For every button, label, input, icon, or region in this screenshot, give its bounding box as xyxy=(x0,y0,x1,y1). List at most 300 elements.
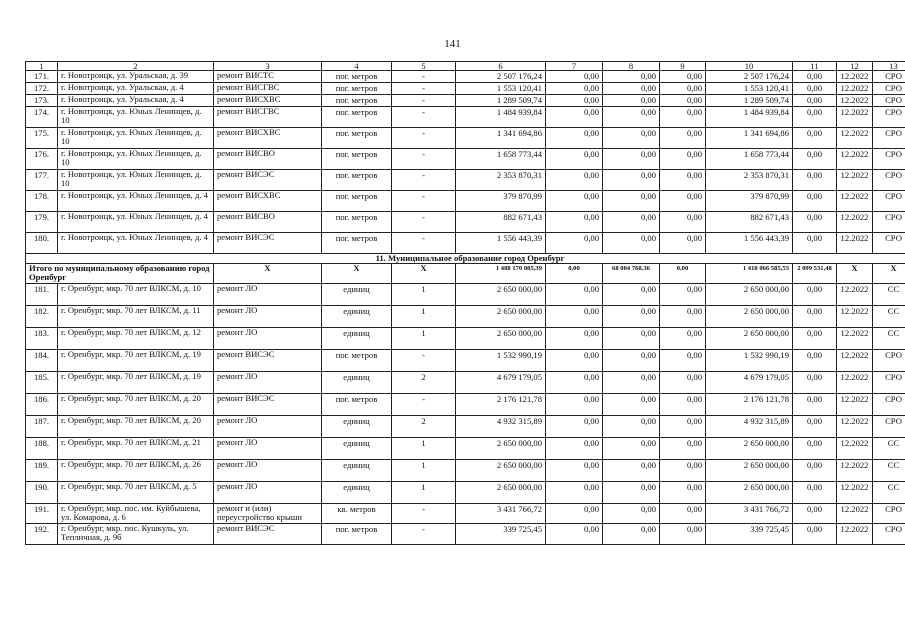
address: г. Оренбург, мкр. 70 лет ВЛКСМ, д. 19 xyxy=(58,350,214,372)
quantity: 1 xyxy=(392,306,456,328)
quantity: - xyxy=(392,95,456,107)
quantity: 1 xyxy=(392,438,456,460)
deadline: 12.2022 xyxy=(837,170,873,191)
col11-value: 0,00 xyxy=(793,350,837,372)
total-cost: 2 650 000,00 xyxy=(456,328,546,350)
quantity: - xyxy=(392,212,456,233)
col11-value: 0,00 xyxy=(793,95,837,107)
total-col10: 1 418 066 585,55 xyxy=(706,264,793,284)
col10-value: 4 679 179,05 xyxy=(706,372,793,394)
row-number: 190. xyxy=(26,482,58,504)
table-row xyxy=(26,83,905,95)
total-cost: 882 671,43 xyxy=(456,212,546,233)
row-number: 177. xyxy=(26,170,58,191)
total-cost: 1 532 990,19 xyxy=(456,350,546,372)
col8-value: 0,00 xyxy=(603,416,660,438)
col11-value: 0,00 xyxy=(793,128,837,149)
work-type: ремонт ВИСГВС xyxy=(214,107,322,128)
quantity: 2 xyxy=(392,416,456,438)
deadline: 12.2022 xyxy=(837,372,873,394)
quantity: - xyxy=(392,128,456,149)
col8-value: 0,00 xyxy=(603,212,660,233)
col8-value: 0,00 xyxy=(603,482,660,504)
col10-value: 339 725,45 xyxy=(706,523,793,544)
col10-value: 2 507 176,24 xyxy=(706,71,793,83)
col10-value: 2 353 870,31 xyxy=(706,170,793,191)
col11-value: 0,00 xyxy=(793,284,837,306)
col7-value: 0,00 xyxy=(546,460,603,482)
work-type: ремонт ЛО xyxy=(214,284,322,306)
col7-value: 0,00 xyxy=(546,284,603,306)
quantity: - xyxy=(392,107,456,128)
repair-program-table xyxy=(25,61,905,545)
table-body xyxy=(26,62,905,545)
table-row xyxy=(26,328,905,350)
column-number-row xyxy=(26,62,905,71)
total-cost: 2 650 000,00 xyxy=(456,438,546,460)
address: г. Оренбург, мкр. 70 лет ВЛКСМ, д. 12 xyxy=(58,328,214,350)
unit: единиц xyxy=(322,372,392,394)
deadline: 12.2022 xyxy=(837,107,873,128)
col8-value: 0,00 xyxy=(603,460,660,482)
work-type: ремонт ВИСВО xyxy=(214,149,322,170)
column-number-5: 5 xyxy=(392,62,456,71)
col8-value: 0,00 xyxy=(603,95,660,107)
quantity: - xyxy=(392,149,456,170)
unit: единиц xyxy=(322,328,392,350)
col10-value: 2 650 000,00 xyxy=(706,306,793,328)
table-row xyxy=(26,149,905,170)
work-type: ремонт ВИСЭС xyxy=(214,394,322,416)
address: г. Новотроицк, ул. Юных Ленинцев, д. 10 xyxy=(58,149,214,170)
method: СРО xyxy=(873,95,905,107)
col8-value: 0,00 xyxy=(603,170,660,191)
deadline: 12.2022 xyxy=(837,233,873,254)
work-type: ремонт ВИСГВС xyxy=(214,83,322,95)
total-col13: Х xyxy=(873,264,905,284)
col9-value: 0,00 xyxy=(660,191,706,212)
total-cost: 379 870,99 xyxy=(456,191,546,212)
work-type: ремонт ЛО xyxy=(214,460,322,482)
deadline: 12.2022 xyxy=(837,504,873,524)
address: г. Новотроицк, ул. Юных Ленинцев, д. 10 xyxy=(58,107,214,128)
col11-value: 0,00 xyxy=(793,504,837,524)
total-col12: Х xyxy=(837,264,873,284)
col7-value: 0,00 xyxy=(546,482,603,504)
col10-value: 379 870,99 xyxy=(706,191,793,212)
col11-value: 0,00 xyxy=(793,233,837,254)
col7-value: 0,00 xyxy=(546,71,603,83)
total-cost: 3 431 766,72 xyxy=(456,504,546,524)
quantity: - xyxy=(392,191,456,212)
col11-value: 0,00 xyxy=(793,394,837,416)
table-row xyxy=(26,482,905,504)
column-number-2: 2 xyxy=(58,62,214,71)
address: г. Новотроицк, ул. Юных Ленинцев, д. 10 xyxy=(58,170,214,191)
method: СРО xyxy=(873,350,905,372)
deadline: 12.2022 xyxy=(837,212,873,233)
unit: пог. метров xyxy=(322,71,392,83)
quantity: - xyxy=(392,523,456,544)
work-type: ремонт и (или) переустройство крыши xyxy=(214,504,322,524)
col9-value: 0,00 xyxy=(660,71,706,83)
total-cost: 4 679 179,05 xyxy=(456,372,546,394)
column-number-11: 11 xyxy=(793,62,837,71)
col9-value: 0,00 xyxy=(660,212,706,233)
table-row xyxy=(26,350,905,372)
table-row xyxy=(26,306,905,328)
col7-value: 0,00 xyxy=(546,95,603,107)
column-number-12: 12 xyxy=(837,62,873,71)
table-row xyxy=(26,416,905,438)
unit: единиц xyxy=(322,438,392,460)
work-type: ремонт ЛО xyxy=(214,328,322,350)
row-number: 173. xyxy=(26,95,58,107)
unit: пог. метров xyxy=(322,350,392,372)
col10-value: 882 671,43 xyxy=(706,212,793,233)
row-number: 179. xyxy=(26,212,58,233)
unit: пог. метров xyxy=(322,394,392,416)
col11-value: 0,00 xyxy=(793,523,837,544)
method: СРО xyxy=(873,394,905,416)
total-cost: 2 176 121,78 xyxy=(456,394,546,416)
method: СРО xyxy=(873,149,905,170)
unit: единиц xyxy=(322,460,392,482)
row-number: 175. xyxy=(26,128,58,149)
address: г. Новотроицк, ул. Юных Ленинцев, д. 10 xyxy=(58,128,214,149)
col10-value: 1 658 773,44 xyxy=(706,149,793,170)
table-row xyxy=(26,233,905,254)
total-col4: Х xyxy=(322,264,392,284)
column-number-6: 6 xyxy=(456,62,546,71)
col8-value: 0,00 xyxy=(603,233,660,254)
col9-value: 0,00 xyxy=(660,416,706,438)
col10-value: 2 650 000,00 xyxy=(706,438,793,460)
col9-value: 0,00 xyxy=(660,95,706,107)
table-row xyxy=(26,95,905,107)
col7-value: 0,00 xyxy=(546,372,603,394)
col9-value: 0,00 xyxy=(660,504,706,524)
column-number-13: 13 xyxy=(873,62,905,71)
col10-value: 1 341 694,86 xyxy=(706,128,793,149)
quantity: 1 xyxy=(392,328,456,350)
column-number-7: 7 xyxy=(546,62,603,71)
row-number: 183. xyxy=(26,328,58,350)
table-row xyxy=(26,170,905,191)
work-type: ремонт ЛО xyxy=(214,482,322,504)
address: г. Новотроицк, ул. Уральская, д. 4 xyxy=(58,95,214,107)
total-cost: 1 289 509,74 xyxy=(456,95,546,107)
table-row xyxy=(26,504,905,524)
col10-value: 1 556 443,39 xyxy=(706,233,793,254)
address: г. Новотроицк, ул. Юных Ленинцев, д. 4 xyxy=(58,233,214,254)
deadline: 12.2022 xyxy=(837,284,873,306)
column-number-9: 9 xyxy=(660,62,706,71)
col8-value: 0,00 xyxy=(603,149,660,170)
total-cost: 2 650 000,00 xyxy=(456,482,546,504)
col9-value: 0,00 xyxy=(660,523,706,544)
col10-value: 1 289 509,74 xyxy=(706,95,793,107)
deadline: 12.2022 xyxy=(837,149,873,170)
deadline: 12.2022 xyxy=(837,438,873,460)
work-type: ремонт ЛО xyxy=(214,416,322,438)
address: г. Новотроицк, ул. Уральская, д. 39 xyxy=(58,71,214,83)
method: СРО xyxy=(873,128,905,149)
total-cost: 1 484 939,84 xyxy=(456,107,546,128)
total-cost: 2 650 000,00 xyxy=(456,284,546,306)
method: СРО xyxy=(873,372,905,394)
col11-value: 0,00 xyxy=(793,149,837,170)
quantity: - xyxy=(392,71,456,83)
unit: пог. метров xyxy=(322,83,392,95)
deadline: 12.2022 xyxy=(837,83,873,95)
work-type: ремонт ЛО xyxy=(214,306,322,328)
unit: единиц xyxy=(322,416,392,438)
col7-value: 0,00 xyxy=(546,350,603,372)
table-row xyxy=(26,394,905,416)
col8-value: 0,00 xyxy=(603,350,660,372)
table-row xyxy=(26,438,905,460)
municipal-total-row xyxy=(26,264,905,284)
col9-value: 0,00 xyxy=(660,149,706,170)
unit: пог. метров xyxy=(322,191,392,212)
col7-value: 0,00 xyxy=(546,394,603,416)
table-row xyxy=(26,71,905,83)
col10-value: 4 932 315,89 xyxy=(706,416,793,438)
quantity: 1 xyxy=(392,460,456,482)
method: СРО xyxy=(873,107,905,128)
column-number-8: 8 xyxy=(603,62,660,71)
col7-value: 0,00 xyxy=(546,128,603,149)
col10-value: 2 650 000,00 xyxy=(706,284,793,306)
row-number: 172. xyxy=(26,83,58,95)
method: СРО xyxy=(873,233,905,254)
col7-value: 0,00 xyxy=(546,170,603,191)
unit: пог. метров xyxy=(322,107,392,128)
unit: пог. метров xyxy=(322,95,392,107)
col11-value: 0,00 xyxy=(793,328,837,350)
table-row xyxy=(26,372,905,394)
address: г. Оренбург, мкр. 70 лет ВЛКСМ, д. 26 xyxy=(58,460,214,482)
work-type: ремонт ВИСЭС xyxy=(214,523,322,544)
col8-value: 0,00 xyxy=(603,71,660,83)
col10-value: 3 431 766,72 xyxy=(706,504,793,524)
total-col5: Х xyxy=(392,264,456,284)
col9-value: 0,00 xyxy=(660,170,706,191)
col9-value: 0,00 xyxy=(660,394,706,416)
address: г. Новотроицк, ул. Юных Ленинцев, д. 4 xyxy=(58,212,214,233)
row-number: 192. xyxy=(26,523,58,544)
col9-value: 0,00 xyxy=(660,128,706,149)
work-type: ремонт ВИСВО xyxy=(214,212,322,233)
work-type: ремонт ВИСХВС xyxy=(214,191,322,212)
col10-value: 1 553 120,41 xyxy=(706,83,793,95)
unit: пог. метров xyxy=(322,212,392,233)
total-cost: 1 658 773,44 xyxy=(456,149,546,170)
address: г. Оренбург, мкр. 70 лет ВЛКСМ, д. 19 xyxy=(58,372,214,394)
section-title: 11. Муниципальное образование город Оренбург xyxy=(26,254,905,264)
total-cost: 1 553 120,41 xyxy=(456,83,546,95)
deadline: 12.2022 xyxy=(837,191,873,212)
unit: кв. метров xyxy=(322,504,392,524)
quantity: - xyxy=(392,504,456,524)
col11-value: 0,00 xyxy=(793,107,837,128)
total-cost: 2 353 870,31 xyxy=(456,170,546,191)
row-number: 182. xyxy=(26,306,58,328)
col7-value: 0,00 xyxy=(546,107,603,128)
row-number: 189. xyxy=(26,460,58,482)
deadline: 12.2022 xyxy=(837,128,873,149)
method: СРО xyxy=(873,191,905,212)
total-col9: 0,00 xyxy=(660,264,706,284)
col7-value: 0,00 xyxy=(546,191,603,212)
total-cost: 1 341 694,86 xyxy=(456,128,546,149)
work-type: ремонт ВИСЭС xyxy=(214,233,322,254)
page-number: 141 xyxy=(444,38,461,50)
deadline: 12.2022 xyxy=(837,328,873,350)
address: г. Оренбург, мкр. пос. им. Куйбышева, ул. Комарова, д. 6 xyxy=(58,504,214,524)
table-row xyxy=(26,212,905,233)
method: СРО xyxy=(873,416,905,438)
quantity: - xyxy=(392,394,456,416)
col8-value: 0,00 xyxy=(603,306,660,328)
row-number: 191. xyxy=(26,504,58,524)
total-cost: 2 650 000,00 xyxy=(456,306,546,328)
address: г. Новотроицк, ул. Уральская, д. 4 xyxy=(58,83,214,95)
col7-value: 0,00 xyxy=(546,328,603,350)
col8-value: 0,00 xyxy=(603,523,660,544)
deadline: 12.2022 xyxy=(837,394,873,416)
table-row xyxy=(26,191,905,212)
col9-value: 0,00 xyxy=(660,284,706,306)
work-type: ремонт ВИСХВС xyxy=(214,95,322,107)
total-col7: 0,00 xyxy=(546,264,603,284)
column-number-10: 10 xyxy=(706,62,793,71)
deadline: 12.2022 xyxy=(837,350,873,372)
method: СС xyxy=(873,438,905,460)
deadline: 12.2022 xyxy=(837,71,873,83)
unit: пог. метров xyxy=(322,149,392,170)
total-cost: 339 725,45 xyxy=(456,523,546,544)
column-number-3: 3 xyxy=(214,62,322,71)
row-number: 171. xyxy=(26,71,58,83)
total-col8: 68 004 768,36 xyxy=(603,264,660,284)
quantity: 2 xyxy=(392,372,456,394)
total-col6: 1 488 170 885,39 xyxy=(456,264,546,284)
col10-value: 2 176 121,78 xyxy=(706,394,793,416)
col7-value: 0,00 xyxy=(546,149,603,170)
row-number: 178. xyxy=(26,191,58,212)
col7-value: 0,00 xyxy=(546,416,603,438)
col7-value: 0,00 xyxy=(546,438,603,460)
col8-value: 0,00 xyxy=(603,504,660,524)
col8-value: 0,00 xyxy=(603,372,660,394)
col9-value: 0,00 xyxy=(660,328,706,350)
method: СС xyxy=(873,460,905,482)
row-number: 174. xyxy=(26,107,58,128)
col8-value: 0,00 xyxy=(603,284,660,306)
work-type: ремонт ЛО xyxy=(214,372,322,394)
address: г. Оренбург, мкр. 70 лет ВЛКСМ, д. 20 xyxy=(58,416,214,438)
col11-value: 0,00 xyxy=(793,170,837,191)
deadline: 12.2022 xyxy=(837,306,873,328)
deadline: 12.2022 xyxy=(837,482,873,504)
col8-value: 0,00 xyxy=(603,83,660,95)
col7-value: 0,00 xyxy=(546,504,603,524)
unit: пог. метров xyxy=(322,233,392,254)
work-type: ремонт ВИСЭС xyxy=(214,350,322,372)
col9-value: 0,00 xyxy=(660,107,706,128)
method: СРО xyxy=(873,83,905,95)
table-row xyxy=(26,107,905,128)
col11-value: 0,00 xyxy=(793,416,837,438)
row-number: 186. xyxy=(26,394,58,416)
row-number: 188. xyxy=(26,438,58,460)
row-number: 187. xyxy=(26,416,58,438)
col11-value: 0,00 xyxy=(793,212,837,233)
work-type: ремонт ЛО xyxy=(214,438,322,460)
col11-value: 0,00 xyxy=(793,191,837,212)
deadline: 12.2022 xyxy=(837,523,873,544)
col11-value: 0,00 xyxy=(793,306,837,328)
col11-value: 0,00 xyxy=(793,83,837,95)
total-cost: 2 507 176,24 xyxy=(456,71,546,83)
col7-value: 0,00 xyxy=(546,523,603,544)
col8-value: 0,00 xyxy=(603,191,660,212)
unit: единиц xyxy=(322,284,392,306)
method: СС xyxy=(873,328,905,350)
section-header-row xyxy=(26,254,905,264)
col10-value: 1 484 939,84 xyxy=(706,107,793,128)
method: СС xyxy=(873,284,905,306)
col11-value: 0,00 xyxy=(793,438,837,460)
address: г. Оренбург, мкр. пос. Кушкуль, ул. Тепличная, д. 9б xyxy=(58,523,214,544)
row-number: 181. xyxy=(26,284,58,306)
method: СРО xyxy=(873,170,905,191)
quantity: 1 xyxy=(392,284,456,306)
col11-value: 0,00 xyxy=(793,372,837,394)
col9-value: 0,00 xyxy=(660,233,706,254)
method: СРО xyxy=(873,212,905,233)
work-type: ремонт ВИСТС xyxy=(214,71,322,83)
address: г. Оренбург, мкр. 70 лет ВЛКСМ, д. 11 xyxy=(58,306,214,328)
total-col3: Х xyxy=(214,264,322,284)
method: СС xyxy=(873,482,905,504)
unit: единиц xyxy=(322,306,392,328)
table-row xyxy=(26,460,905,482)
total-cost: 2 650 000,00 xyxy=(456,460,546,482)
col10-value: 2 650 000,00 xyxy=(706,328,793,350)
col7-value: 0,00 xyxy=(546,212,603,233)
column-number-4: 4 xyxy=(322,62,392,71)
unit: единиц xyxy=(322,482,392,504)
table-row xyxy=(26,284,905,306)
row-number: 180. xyxy=(26,233,58,254)
total-col11: 2 099 531,48 xyxy=(793,264,837,284)
table-row xyxy=(26,128,905,149)
address: г. Оренбург, мкр. 70 лет ВЛКСМ, д. 20 xyxy=(58,394,214,416)
col7-value: 0,00 xyxy=(546,233,603,254)
col8-value: 0,00 xyxy=(603,394,660,416)
deadline: 12.2022 xyxy=(837,460,873,482)
col11-value: 0,00 xyxy=(793,482,837,504)
col9-value: 0,00 xyxy=(660,438,706,460)
quantity: - xyxy=(392,170,456,191)
col8-value: 0,00 xyxy=(603,328,660,350)
address: г. Оренбург, мкр. 70 лет ВЛКСМ, д. 10 xyxy=(58,284,214,306)
col10-value: 2 650 000,00 xyxy=(706,460,793,482)
unit: пог. метров xyxy=(322,523,392,544)
